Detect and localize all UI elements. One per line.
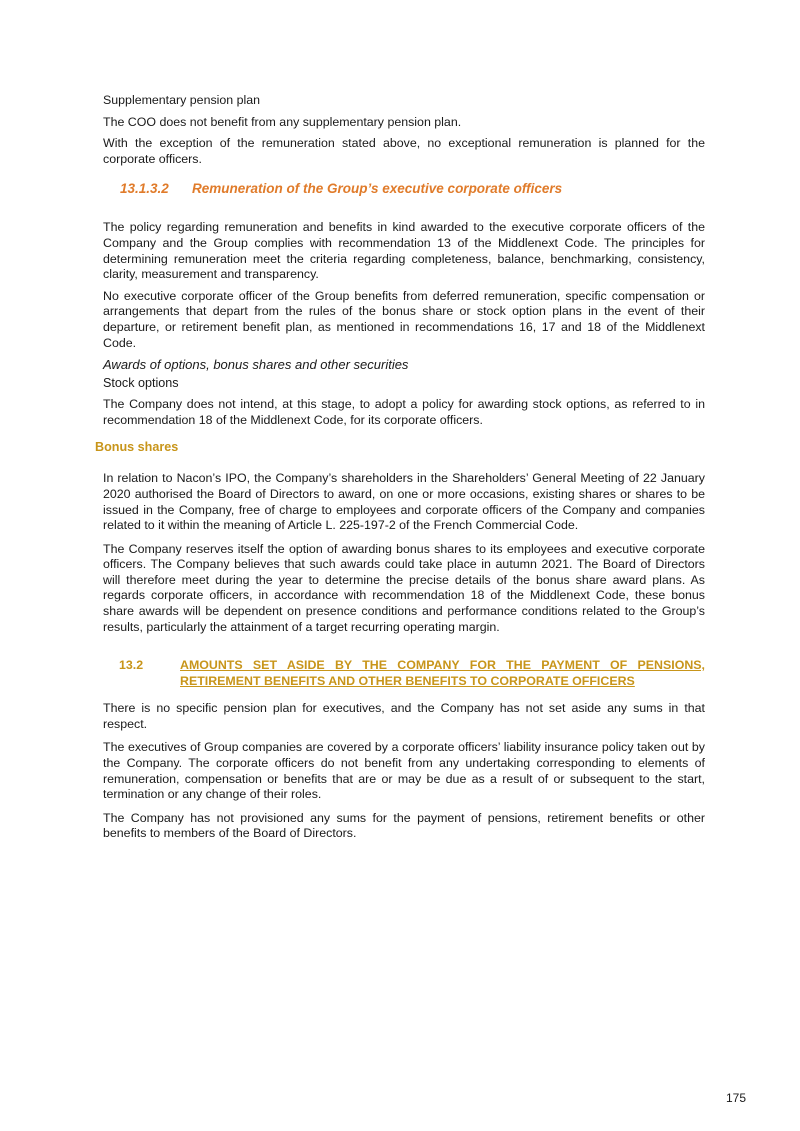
section-heading-13-2	[119, 657, 705, 689]
bonus-shares-heading: Bonus shares	[95, 440, 179, 455]
subsection-number: 13.1.3.2	[120, 181, 169, 197]
supplementary-pension-title: Supplementary pension plan	[103, 93, 261, 107]
page-number: 175	[725, 1091, 746, 1105]
subsection-title: Remuneration of the Group’s executive corporate officers	[192, 181, 563, 197]
stock-options-heading: Stock options	[103, 376, 179, 391]
bonus-shares-option-paragraph: The Company reserves itself the option of awarding bonus shares to its employees and executive corporate officers. The Company believes that such awards could take place in autumn 2021. The Board of Directors will therefore meet during the year to determine the precise details of the bonus share award plans. As regards corporate officers, in accordance with recommendation 18 of the Middlenext Code, these bonus share awards will be dependent on presence conditions and performance conditions related to the Group’s results, particularly the attainment of a target recurring operating margin.	[103, 541, 705, 634]
liability-insurance-paragraph: The executives of Group companies are covered by a corporate officers’ liability insurance policy taken out by the Company. The corporate officers do not benefit from any undertaking corresponding to elements of remuneration, compensation or benefits that are or may be due as a result of or subsequent to the start, termination or any change of their roles.	[103, 740, 705, 802]
subsection-heading-13-1-3-2	[120, 181, 705, 196]
section-number: 13.2	[119, 658, 144, 673]
stock-options-paragraph: The Company does not intend, at this stage, to adopt a policy for awarding stock options, as referred to in recommendation 18 of the Middlenext Code, for its corporate officers.	[103, 397, 705, 427]
deferred-remuneration-paragraph: No executive corporate officer of the Group benefits from deferred remuneration, specific compensation or arrangements that depart from the rules of the bonus share or stock option plans in the event of their departure, or retirement benefit plan, as mentioned in recommendations 16, 17 and 18 of the Middlenext Code.	[103, 288, 705, 350]
awards-heading: Awards of options, bonus shares and other securities	[103, 357, 409, 373]
pension-plan-paragraph: There is no specific pension plan for executives, and the Company has not set aside any sums in that respect.	[103, 701, 705, 731]
coo-pension-paragraph: The COO does not benefit from any supplementary pension plan.	[103, 114, 462, 129]
page-content	[95, 93, 705, 842]
exceptional-remuneration-paragraph: With the exception of the remuneration stated above, no exceptional remuneration is planned for the corporate officers.	[103, 136, 705, 166]
provisions-paragraph: The Company has not provisioned any sums for the payment of pensions, retirement benefits or other benefits to members of the Board of Directors.	[103, 810, 705, 841]
section-title: AMOUNTS SET ASIDE BY THE COMPANY FOR THE PAYMENT OF PENSIONS, RETIREMENT BENEFITS AND OTHER BENEFITS TO CORPORATE OFFICERS	[180, 658, 705, 689]
remuneration-policy-paragraph: The policy regarding remuneration and benefits in kind awarded to the executive corporate officers of the Company and the Group complies with recommendation 13 of the Middlenext Code. The principles for determining remuneration meet the criteria regarding completeness, balance, benchmarking, consistency, clarity, measurement and transparency.	[103, 220, 705, 282]
bonus-shares-ipo-paragraph: In relation to Nacon’s IPO, the Company’s shareholders in the Shareholders’ General Meeting of 22 January 2020 authorised the Board of Directors to award, on one or more occasions, existing shares or shares to be issued in the Company, free of charge to employees and corporate officers of the Company and companies related to it within the meaning of Article L. 225-197-2 of the French Commercial Code.	[103, 471, 705, 533]
